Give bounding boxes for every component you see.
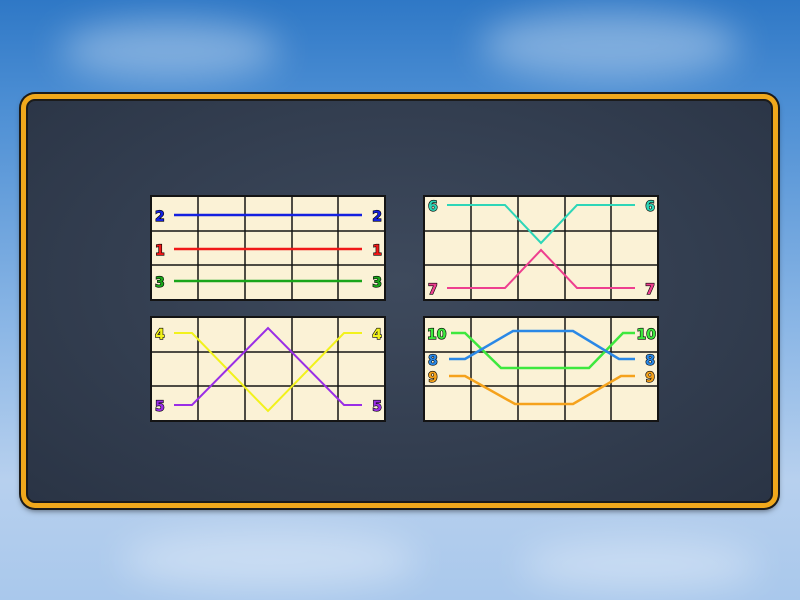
wire-label-left: 6 bbox=[428, 199, 438, 215]
wire-label-left: 4 bbox=[155, 327, 165, 343]
wire-grid-bottom-left bbox=[152, 318, 384, 420]
wire-label-left: 8 bbox=[428, 353, 438, 369]
wire-label-right: 3 bbox=[372, 275, 382, 291]
wire-6[interactable] bbox=[447, 205, 635, 243]
wire-9[interactable] bbox=[449, 376, 635, 404]
wire-label-right: 10 bbox=[636, 327, 656, 343]
game-board-panel bbox=[26, 99, 773, 503]
wire-label-left: 10 bbox=[427, 327, 447, 343]
wire-label-left: 1 bbox=[155, 243, 165, 259]
cloud bbox=[120, 530, 420, 590]
wire-label-right: 9 bbox=[645, 370, 655, 386]
wire-label-right: 6 bbox=[645, 199, 655, 215]
wire-label-right: 7 bbox=[645, 282, 655, 298]
wire-puzzle-top-right[interactable] bbox=[423, 195, 659, 301]
wire-4[interactable] bbox=[174, 333, 362, 411]
wire-puzzle-top-left[interactable] bbox=[150, 195, 386, 301]
cloud bbox=[520, 540, 760, 590]
wire-puzzle-bottom-right[interactable] bbox=[423, 316, 659, 422]
wire-label-left: 2 bbox=[155, 209, 165, 225]
wire-label-right: 5 bbox=[372, 399, 382, 415]
wire-7[interactable] bbox=[447, 250, 635, 288]
wire-label-right: 2 bbox=[372, 209, 382, 225]
wire-5[interactable] bbox=[174, 328, 362, 405]
wire-grid-top-left bbox=[152, 197, 384, 299]
cloud bbox=[60, 20, 280, 80]
wire-grid-bottom-right bbox=[425, 318, 657, 420]
wire-label-left: 9 bbox=[428, 370, 438, 386]
cloud bbox=[480, 10, 740, 80]
wire-label-left: 5 bbox=[155, 399, 165, 415]
wire-label-left: 3 bbox=[155, 275, 165, 291]
wire-puzzle-bottom-left[interactable] bbox=[150, 316, 386, 422]
wire-label-right: 4 bbox=[372, 327, 382, 343]
wire-label-left: 7 bbox=[428, 282, 438, 298]
wire-label-right: 1 bbox=[372, 243, 382, 259]
wire-label-right: 8 bbox=[645, 353, 655, 369]
game-frame bbox=[21, 94, 778, 508]
wire-grid-top-right bbox=[425, 197, 657, 299]
